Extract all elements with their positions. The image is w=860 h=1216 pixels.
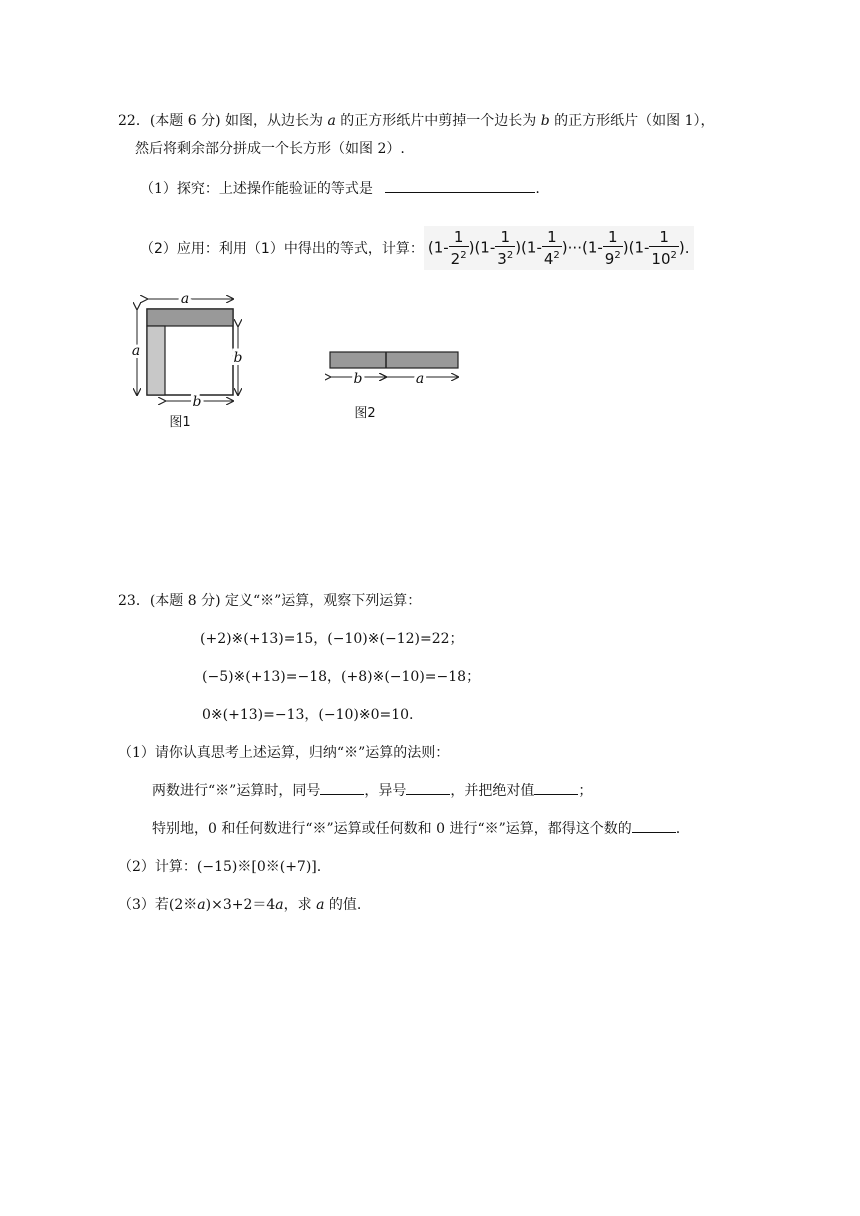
denominator-exponent: 2 [670, 250, 677, 261]
denominator-exponent: 2 [614, 250, 621, 261]
q23-example-2: (−5)※(+13)=−18，(+8)※(−10)=−18； [202, 669, 481, 685]
fraction [449, 228, 469, 268]
fraction-numerator: 1 [542, 228, 562, 247]
denominator-exponent: 2 [553, 250, 560, 261]
fig2-caption: 图2 [354, 406, 376, 421]
part3-text-b: )×3+2＝4 [205, 897, 276, 913]
paren-close: ) [622, 238, 629, 257]
rule1-text-d: ； [578, 783, 593, 799]
fraction-numerator: 1 [649, 228, 678, 247]
denominator-exponent: 2 [460, 250, 467, 261]
denominator-base: 9 [604, 250, 615, 268]
fraction-denominator [542, 247, 562, 268]
product-factor [629, 228, 685, 268]
q22-part1 [140, 178, 540, 198]
var-a: a [327, 113, 336, 129]
fig2-label-b: b [353, 371, 363, 387]
product-factor [521, 228, 568, 268]
paren-open: ( [427, 238, 434, 257]
denominator-base: 3 [497, 250, 507, 268]
one-minus: 1- [526, 238, 542, 257]
shaded-left-strip [147, 326, 165, 395]
paren-open: ( [474, 238, 481, 257]
denominator-base: 10 [651, 250, 671, 268]
rule1-text-b: ，异号 [364, 783, 407, 799]
rule2-text-a: 特别地，0 和任何数进行“※”运算或任何数和 0 进行“※”运算，都得这个数的 [152, 821, 632, 837]
part3-text-d: 的值. [324, 897, 362, 913]
q23-part2: （2）计算：(−15)※[0※(+7)]. [118, 859, 322, 875]
fraction [542, 228, 562, 268]
fraction-numerator: 1 [449, 228, 469, 247]
part3-text-a: （3）若(2※ [118, 897, 198, 913]
blank-abs-value[interactable] [534, 780, 578, 795]
q22-line1 [118, 110, 715, 130]
q23-part3 [118, 894, 361, 914]
paren-open: ( [581, 238, 588, 257]
fraction [603, 228, 623, 268]
blank-special-case[interactable] [632, 818, 676, 833]
long-rectangle [330, 352, 458, 368]
q22-part2-text: （2）应用：利用（1）中得出的等式，计算： [140, 241, 424, 257]
var-a: a [275, 897, 284, 913]
fraction-denominator [449, 247, 469, 268]
paren-open: ( [521, 238, 527, 257]
q23-title: 23．(本题 8 分) 定义“※”运算，观察下列运算： [118, 593, 422, 609]
blank-diff-sign[interactable] [406, 780, 450, 795]
figure-2 [325, 345, 465, 425]
q23-example-1: (+2)※(+13)=15，(−10)※(−12)=22； [200, 631, 464, 647]
shaded-top-strip [147, 309, 233, 326]
blank-same-sign[interactable] [320, 780, 364, 795]
q22-part1-end: . [535, 181, 540, 197]
rule2-text-b: . [675, 821, 681, 837]
one-minus: 1- [634, 238, 650, 257]
fraction-numerator: 1 [495, 228, 515, 247]
q22-line2: 然后将剩余部分拼成一个长方形（如图 2）. [135, 141, 405, 157]
fraction-numerator: 1 [603, 228, 623, 247]
paren-close: ) [468, 238, 475, 257]
q22-part2 [140, 226, 694, 270]
fig1-label-top: a [180, 295, 190, 307]
var-a: a [197, 897, 206, 913]
fig1-label-left: a [131, 343, 141, 359]
product-factor [474, 228, 521, 268]
fraction [495, 228, 515, 268]
fraction-denominator [649, 247, 678, 268]
paren-close: ) [561, 238, 568, 257]
q22-text-c: 的正方形纸片（如图 1）， [549, 113, 715, 129]
ellipsis: ··· [567, 239, 582, 257]
var-a: a [316, 897, 325, 913]
fraction [649, 228, 678, 268]
q22-text-b: 的正方形纸片中剪掉一个边长为 [335, 113, 541, 129]
q22-text-a: 22．(本题 6 分) 如图，从边长为 [118, 113, 328, 129]
fig1-label-right: b [233, 350, 243, 366]
figure-1 [125, 295, 245, 430]
paren-close: ) [678, 238, 685, 257]
rule1-text-c: ，并把绝对值 [450, 783, 535, 799]
fraction-denominator [603, 247, 623, 268]
denominator-base: 4 [543, 250, 554, 268]
product-factor [582, 228, 629, 268]
q23-rule2 [152, 818, 680, 838]
fig2-label-a: a [415, 371, 425, 387]
answer-blank[interactable] [385, 178, 535, 193]
var-b: b [540, 113, 550, 129]
one-minus: 1- [433, 238, 449, 257]
q23-part1: （1）请你认真思考上述运算，归纳“※”运算的法则： [118, 745, 450, 761]
product-factor [428, 228, 475, 268]
q22-part1-text: （1）探究：上述操作能验证的等式是 [140, 181, 373, 197]
q23-rule1 [152, 780, 592, 800]
fig1-caption: 图1 [169, 415, 191, 430]
paren-open: ( [628, 238, 635, 257]
expression-end: . [684, 239, 690, 257]
product-expression [424, 226, 694, 270]
paren-close: ) [515, 238, 522, 257]
denominator-base: 2 [450, 250, 461, 268]
q23-example-3: 0※(+13)=−13，(−10)※0=10. [202, 707, 414, 723]
rule1-text-a: 两数进行“※”运算时，同号 [152, 783, 321, 799]
denominator-exponent: 2 [506, 250, 514, 261]
fig1-label-bottom: b [192, 394, 202, 410]
part3-text-c: ，求 [283, 897, 317, 913]
one-minus: 1- [587, 238, 603, 257]
fraction-denominator [495, 247, 515, 268]
one-minus: 1- [480, 238, 496, 257]
